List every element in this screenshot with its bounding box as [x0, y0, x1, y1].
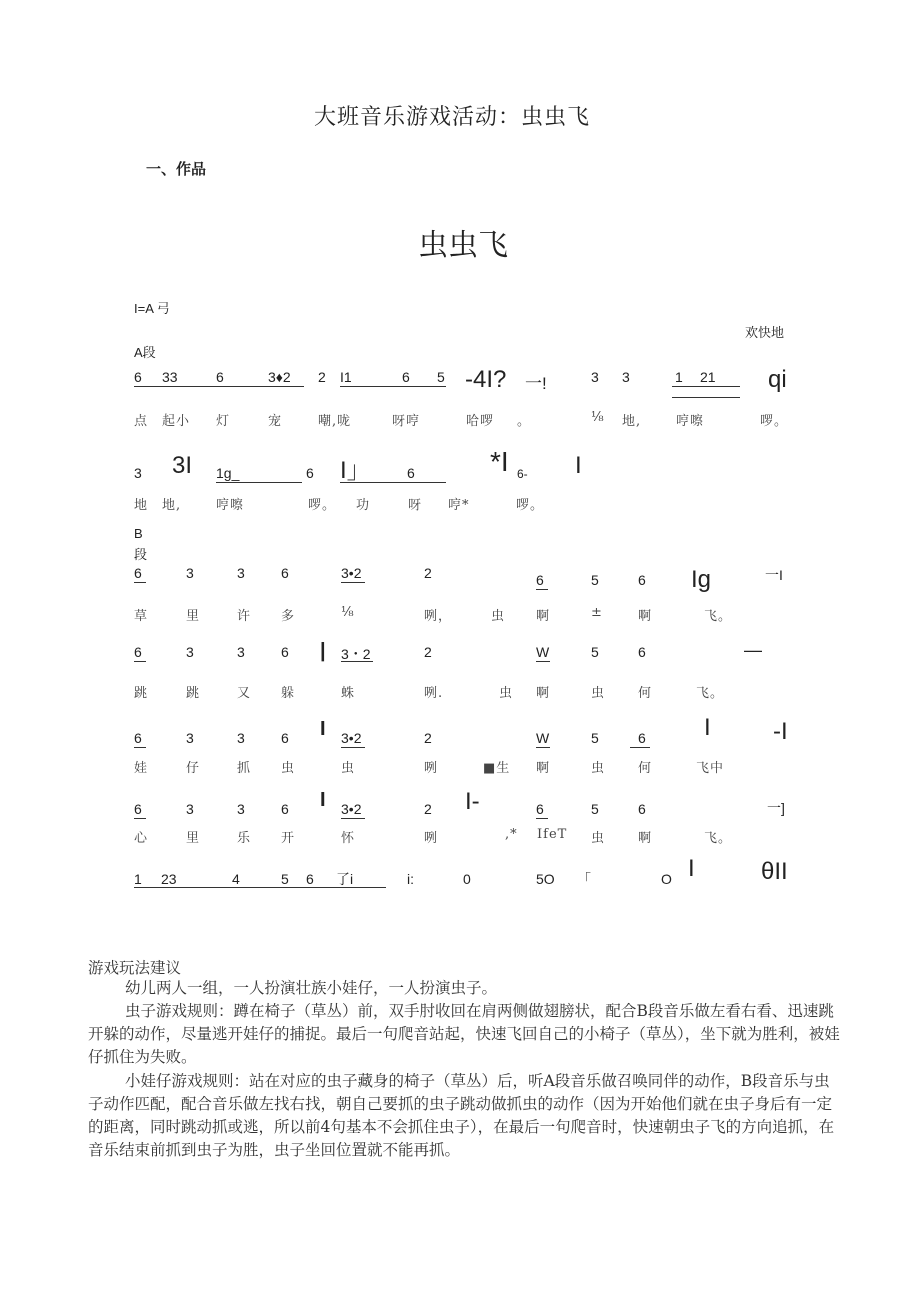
underline [341, 661, 373, 662]
note: -I [773, 718, 788, 745]
note: 6 [536, 801, 544, 817]
note: 3・2 [341, 646, 371, 662]
note: Ig [691, 566, 712, 593]
lyric: 怀 [341, 831, 356, 846]
lyric: 咧. [424, 686, 444, 701]
note: I [575, 452, 582, 479]
note: 3•2 [341, 801, 362, 817]
note: 3•2 [341, 730, 362, 746]
note: 6 [306, 871, 314, 887]
lyric: 虫 [591, 686, 606, 701]
note: 一I [765, 567, 783, 583]
note: 5 [281, 871, 289, 887]
note: 「 [577, 871, 591, 887]
note: 2 [424, 801, 432, 817]
lyric: 啊 [536, 686, 551, 701]
lyric: ,* [505, 827, 518, 842]
note: 6 [402, 369, 410, 385]
note: 3 [237, 644, 245, 660]
song-title: 虫虫飞 [418, 228, 508, 263]
note: 2 [424, 644, 432, 660]
lyric: ± [591, 605, 603, 620]
underline [536, 747, 550, 748]
lyric: 又 [237, 686, 252, 701]
lyric: 跳 [134, 686, 149, 701]
note: 2 [318, 369, 326, 385]
lyric: 宠 [268, 414, 283, 429]
note: *I [490, 446, 509, 477]
underline [536, 661, 550, 662]
note: θII [761, 858, 788, 885]
note: 2 [424, 565, 432, 581]
underline [341, 747, 365, 748]
note: O [661, 871, 672, 887]
note: 5 [591, 730, 599, 746]
lyric: 咧 [424, 761, 439, 776]
note: 3 [237, 801, 245, 817]
lyric: 虫 [499, 686, 514, 701]
lyric: 抓 [237, 761, 252, 776]
underline [630, 747, 650, 748]
rules-heading: 游戏玩法建议 [88, 959, 182, 977]
underline [341, 818, 365, 819]
note: 6- [517, 467, 528, 481]
lyric: 躲 [281, 686, 296, 701]
note: — [744, 640, 762, 660]
section-heading-works: 一、作品 [146, 160, 207, 178]
lyric: 里 [186, 609, 201, 624]
note: 6 [306, 465, 314, 481]
note: 3 [186, 801, 194, 817]
lyric: 何 [638, 686, 653, 701]
note: 6 [638, 644, 646, 660]
lyric: 咧 [424, 831, 439, 846]
lyric: 里 [186, 831, 201, 846]
lyric: 飞中 [696, 761, 725, 776]
rules-paragraph-1: 幼儿两人一组，一人扮演壮族小娃仔，一人扮演虫子。 [125, 979, 498, 997]
lyric: 娃 [134, 761, 149, 776]
note: 2 [424, 730, 432, 746]
note: qi [768, 366, 787, 393]
lyric: 哼嚓 [676, 414, 705, 429]
section-a-label: A段 [134, 345, 156, 360]
note: I- [465, 788, 480, 815]
lyric: 虫 [591, 831, 606, 846]
note: I」 [340, 457, 371, 484]
lyric: 蛛 [341, 686, 356, 701]
lyric: 飞。 [704, 609, 733, 624]
note: 3 [186, 644, 194, 660]
note: 5O [536, 871, 555, 887]
note: 6 [134, 801, 142, 817]
note: W [536, 644, 550, 660]
note: 3 [186, 730, 194, 746]
note: 5 [437, 369, 445, 385]
lyric: 多 [281, 609, 296, 624]
note: I [320, 789, 326, 811]
rules-paragraph-2: 虫子游戏规则：蹲在椅子（草丛）前，双手肘收回在肩两侧做翅膀状，配合B段音乐做左看右看、迅速跳开躲的动作，尽量逃开娃仔的捕捉。最后一句爬音站起，快速飞回自己的小椅子（草丛），坐下就为胜利，被娃仔抓住为失败。 [88, 1002, 840, 1066]
lyric: 地, [622, 414, 642, 429]
lyric: 点 [134, 414, 149, 429]
note: 3 [237, 565, 245, 581]
underline [134, 818, 146, 819]
note: 4 [232, 871, 240, 887]
lyric: 开 [281, 831, 296, 846]
lyric: 哈啰 [466, 414, 495, 429]
underline [134, 747, 146, 748]
note: I1 [340, 369, 352, 385]
note: 3♦2 [268, 369, 291, 385]
lyric: 何 [638, 761, 653, 776]
lyric: 啊 [638, 831, 653, 846]
underline [134, 887, 386, 888]
note: 6 [638, 730, 646, 746]
lyric: 乐 [237, 831, 252, 846]
underline [216, 482, 302, 483]
lyric: 啰。 [308, 498, 337, 513]
lyric: 心 [134, 831, 149, 846]
lyric: 飞。 [696, 686, 725, 701]
lyric: 起小 [162, 414, 191, 429]
underline [536, 818, 548, 819]
lyric: 呀 [408, 498, 423, 513]
lyric: 虫 [341, 761, 356, 776]
note: i: [407, 871, 414, 887]
lyric: 虫 [591, 761, 606, 776]
note: 6 [134, 644, 142, 660]
underline [134, 386, 304, 387]
note: 一! [525, 374, 547, 393]
note: 3 [622, 369, 630, 385]
note: 6 [216, 369, 224, 385]
note: 6 [134, 730, 142, 746]
note: 1 [134, 871, 142, 887]
lyric: 虫 [491, 609, 506, 624]
tempo-marking: 欢快地 [745, 325, 785, 340]
note: 3I [172, 452, 193, 479]
note: 3 [186, 565, 194, 581]
lyric: ⅛ [341, 605, 355, 620]
note: 5 [591, 572, 599, 588]
lyric: 啊 [536, 761, 551, 776]
note: 5 [591, 801, 599, 817]
lyric: 草 [134, 609, 149, 624]
lyric: 哼* [448, 498, 470, 513]
lyric: 嘲,咙 [318, 414, 352, 429]
lyric: 啊 [536, 609, 551, 624]
note: 6 [281, 644, 289, 660]
note: 1 [675, 369, 683, 385]
note: W [536, 730, 550, 746]
note: | [320, 640, 326, 662]
note: 6 [407, 465, 415, 481]
underline [672, 397, 740, 398]
document-title: 大班音乐游戏活动：虫虫飞 [314, 105, 591, 130]
note: 3 [134, 465, 142, 481]
underline [134, 661, 146, 662]
lyric: 跳 [186, 686, 201, 701]
note: -4I? [465, 366, 507, 393]
lyric: 许 [237, 609, 252, 624]
underline [341, 582, 365, 583]
lyric: 飞。 [704, 831, 733, 846]
lyric: 灯 [216, 414, 231, 429]
lyric: 地 [134, 498, 149, 513]
lyric: 功 [356, 498, 371, 513]
note: I [704, 714, 711, 741]
lyric: ⅛ [591, 410, 605, 425]
lyric: 啰。 [760, 414, 789, 429]
note: 6 [134, 369, 142, 385]
note: 33 [162, 369, 178, 385]
underline [672, 386, 740, 387]
note: 3 [591, 369, 599, 385]
lyric: 仔 [186, 761, 201, 776]
lyric: 虫 [281, 761, 296, 776]
note: 3 [237, 730, 245, 746]
note: I [320, 718, 326, 740]
note: 6 [134, 565, 142, 581]
note: 一] [767, 800, 785, 816]
note: 3•2 [341, 565, 362, 581]
underline [134, 582, 146, 583]
note: 1g_ [216, 465, 240, 481]
lyric: IfeT [537, 827, 568, 842]
note: 6 [281, 565, 289, 581]
note: 6 [536, 572, 544, 588]
lyric: 呀哼 [392, 414, 421, 429]
underline [340, 386, 446, 387]
note: 6 [281, 801, 289, 817]
lyric: 啊 [638, 609, 653, 624]
lyric: 地, [162, 498, 182, 513]
lyric: 。 [517, 414, 532, 429]
lyric: 哼嚓 [216, 498, 245, 513]
underline [536, 589, 548, 590]
underline [340, 482, 446, 483]
rules-paragraph-3: 小娃仔游戏规则：站在对应的虫子藏身的椅子（草丛）后，听A段音乐做召唤同伴的动作，B段音乐与虫子动作匹配，配合音乐做左找右找，朝自己要抓的虫子跳动做抓虫的动作（因为开始他们就在虫子身后有一定的距离，同时跳动抓或逃，所以前4句基本不会抓住虫子），在最后一句爬音时，快速朝虫子飞的方向追抓，在音乐结束前抓到虫子为胜，虫子坐回位置就不能再抓。 [88, 1072, 835, 1159]
lyric: 咧， [424, 609, 453, 624]
note: 6 [638, 572, 646, 588]
note: 了i [336, 871, 354, 887]
note: 6 [281, 730, 289, 746]
note: 5 [591, 644, 599, 660]
key-signature: I=A 弓 [134, 301, 170, 316]
lyric: ■生 [483, 761, 511, 776]
note: I [688, 855, 695, 882]
section-b-label-cont: 段 [134, 547, 148, 562]
section-b-label: B [134, 526, 143, 541]
note: 21 [700, 369, 716, 385]
lyric: 啰。 [516, 498, 545, 513]
note: 0 [463, 871, 471, 887]
note: 6 [638, 801, 646, 817]
note: 23 [161, 871, 177, 887]
